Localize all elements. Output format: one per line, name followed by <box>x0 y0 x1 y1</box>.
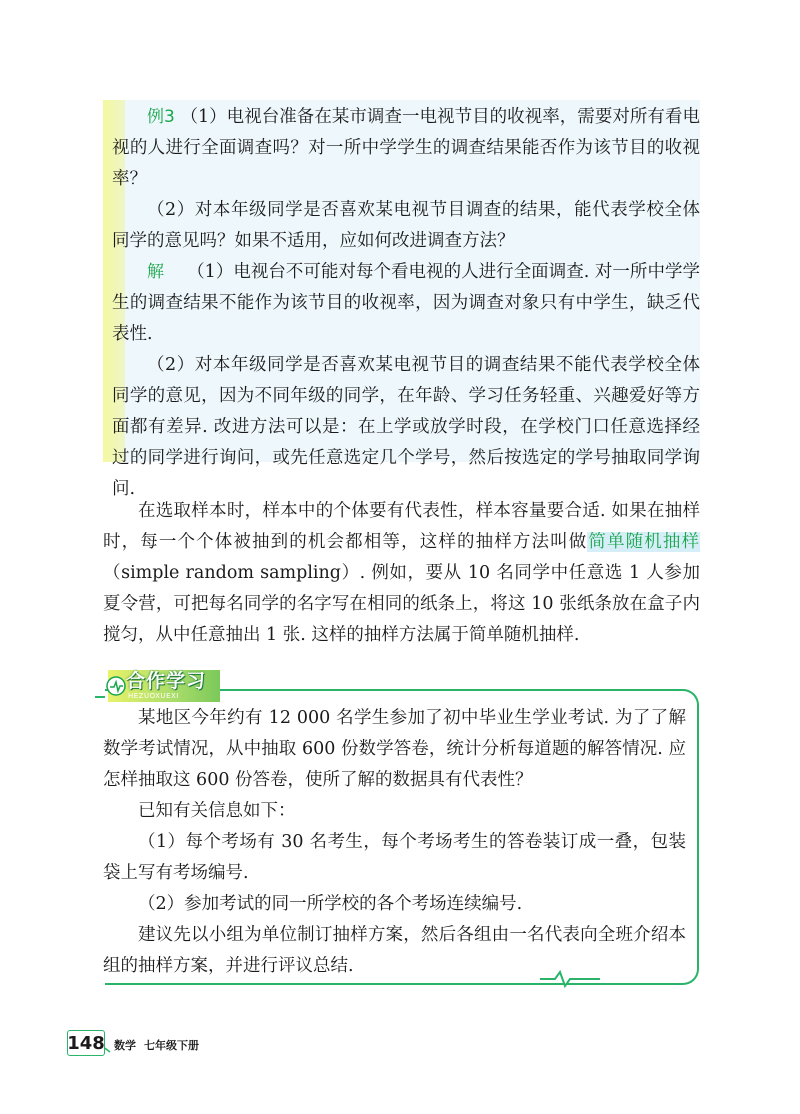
example-label: 例3 <box>147 107 175 127</box>
coop-info-1: （1）每个考场有 30 名考生，每个考场考生的答卷装订成一叠，包装袋上写有考场编号. <box>103 832 686 883</box>
key-term: 简单随机抽样 <box>588 532 700 552</box>
answer-1-text: （1）电视台不可能对每个看电视的人进行全面调查. 对一所中学学生的调查结果不能作为该节目的收视率，因为调查对象只有中学生，缺乏代表性. <box>112 262 700 344</box>
coop-pinyin: HEZUOXUEXI <box>128 692 179 700</box>
footer-subject: 数学 <box>114 1039 136 1052</box>
definition-text: 在选取样本时，样本中的个体要有代表性，样本容量要合适. 如果在抽样时，每一个个体被抽到的机会都相等，这样的抽样方法叫做 <box>103 501 700 552</box>
definition-continued: （simple random sampling）. 例如，要从 10 名同学中任意选 1 人参加夏令营，可把每名同学的名字写在相同的纸条上，将这 10 张纸条放在盒子内搅匀，从中任意抽出 1 张. 这样的抽样方法属于简单随机抽样. <box>103 563 700 645</box>
book-footer <box>114 1037 207 1053</box>
coop-title: 合作学习 <box>126 670 207 692</box>
example-question-2: （2）对本年级同学是否喜欢某电视节目调查的结果，能代表学校全体同学的意见吗？如果不适用，应如何改进调查方法？ <box>112 200 700 251</box>
coop-info-intro: 已知有关信息如下： <box>138 801 296 821</box>
question-1-text: （1）电视台准备在某市调查一电视节目的收视率，需要对所有看电视的人进行全面调查吗？对一所中学学生的调查结果能否作为该节目的收视率？ <box>112 107 700 189</box>
page-number: 148 <box>67 1030 105 1056</box>
coop-info-2: （2）参加考试的同一所学校的各个考场连续编号. <box>138 894 523 914</box>
footer-grade: 七年级下册 <box>144 1039 199 1052</box>
coop-problem: 某地区今年约有 12 000 名学生参加了初中毕业生学业考试. 为了了解数学考试情况，从中抽取 600 份数学答卷，统计分析每道题的解答情况. 应怎样抽取这 600 份答卷，使所了解的数据具有代表性？ <box>103 708 686 790</box>
solution-answer-2: （2）对本年级同学是否喜欢某电视节目的调查结果不能代表学校全体同学的意见，因为不同年级的同学，在年龄、学习任务轻重、兴趣爱好等方面都有差异. 改进方法可以是：在上学或放学时段，在学校门口任意选择经过的同学进行询问，或先任意选定几个学号，然后按选定的学号抽取同学询问. <box>112 355 700 499</box>
coop-suggestion: 建议先以小组为单位制订抽样方案，然后各组由一名代表向全班介绍本组的抽样方案，并进行评议总结. <box>103 925 686 976</box>
coop-content <box>103 703 686 982</box>
solution-label: 解 <box>147 262 165 282</box>
